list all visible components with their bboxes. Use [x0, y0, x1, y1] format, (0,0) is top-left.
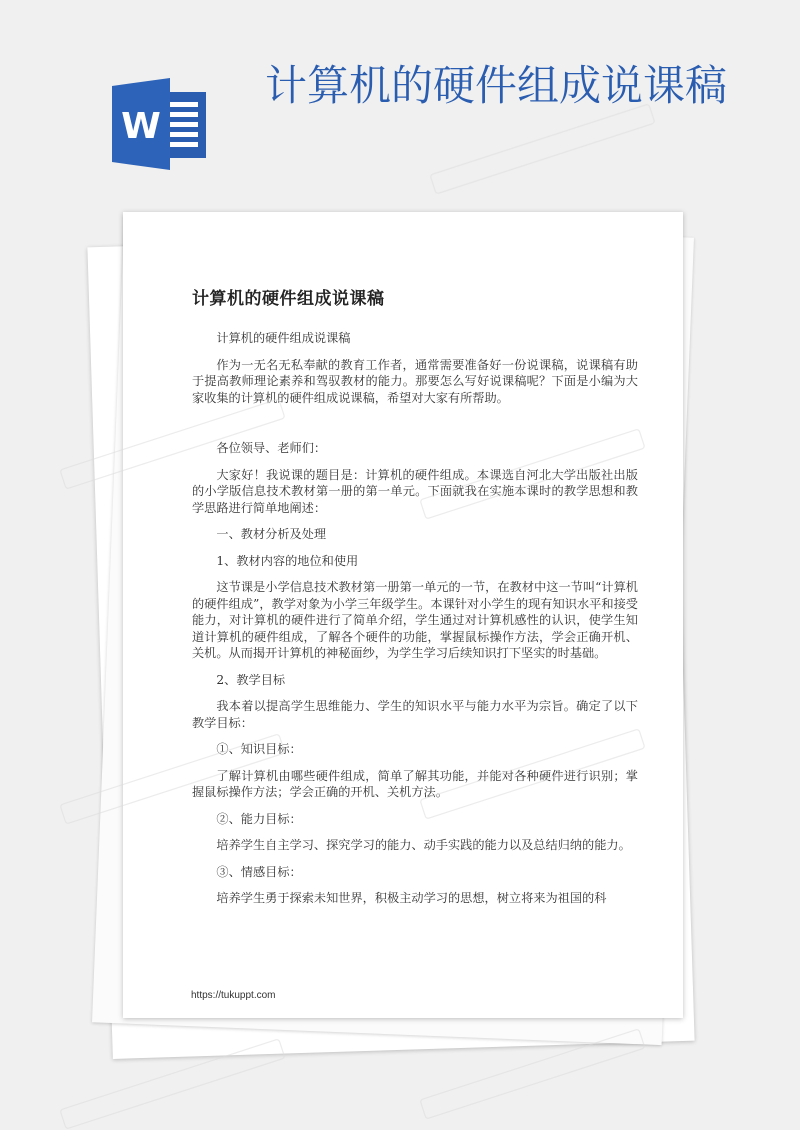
paragraph: 了解计算机由哪些硬件组成，简单了解其功能，并能对各种硬件进行识别；掌握鼠标操作方法；学会正确的开机、关机方法。 [192, 768, 638, 799]
subsection-heading: 2、教学目标 [216, 672, 286, 687]
paragraph: 培养学生勇于探索未知世界，积极主动学习的思想，树立将来为祖国的科 [216, 891, 607, 905]
paragraph: 培养学生自主学习、探究学习的能力、动手实践的能力以及总结归纳的能力。 [216, 838, 631, 852]
document-title: 计算机的硬件组成说课稿 [265, 61, 728, 110]
section-heading: 一、教材分析及处理 [216, 527, 327, 541]
paragraph: 计算机的硬件组成说课稿 [216, 331, 351, 345]
svg-text:W: W [121, 106, 161, 147]
list-heading: ②、能力目标： [216, 811, 302, 826]
paragraph: 作为一无名无私奉献的教育工作者，通常需要准备好一份说课稿，说课稿有助于提高教师理论素养和驾驭教材的能力。那要怎么写好说课稿呢？下面是小编为大家收集的计算机的硬件组成说课稿，希望对大家有所帮助。 [192, 357, 638, 405]
subsection-heading: 1、教材内容的地位和使用 [216, 553, 359, 568]
footer-url: https://tukuppt.com [191, 990, 276, 1001]
list-heading: ③、情感目标： [216, 864, 302, 879]
paragraph: 各位领导、老师们： [216, 441, 327, 455]
list-heading: ①、知识目标： [216, 742, 302, 756]
word-document-icon [110, 78, 210, 170]
paragraph: 大家好！我说课的题目是：计算机的硬件组成。本课选自河北大学出版社出版的小学版信息技术教材第一册的第一单元。下面就我在实施本课时的教学思想和教学思路进行简单地阐述： [192, 467, 638, 515]
document-page [123, 212, 683, 1018]
paragraph: 这节课是小学信息技术教材第一册第一单元的一节，在教材中这一节叫“计算机的硬件组成”，教学对象为小学三年级学生。本课针对小学生的现有知识水平和接受能力，对计算机的硬件进行了简单介绍，学生通过对计算机感性的认识，使学生知道计算机的硬件组成，了解各个硬件的功能，掌握鼠标操作方法，学会正确开机、关机。从而揭开计算机的神秘面纱，为学生学习后续知识打下坚实的时基础。 [192, 580, 638, 660]
page-heading: 计算机的硬件组成说课稿 [192, 289, 385, 309]
paragraph: 我本着以提高学生思维能力、学生的知识水平与能力水平为宗旨。确定了以下教学目标： [192, 699, 638, 730]
document-body [192, 330, 638, 917]
